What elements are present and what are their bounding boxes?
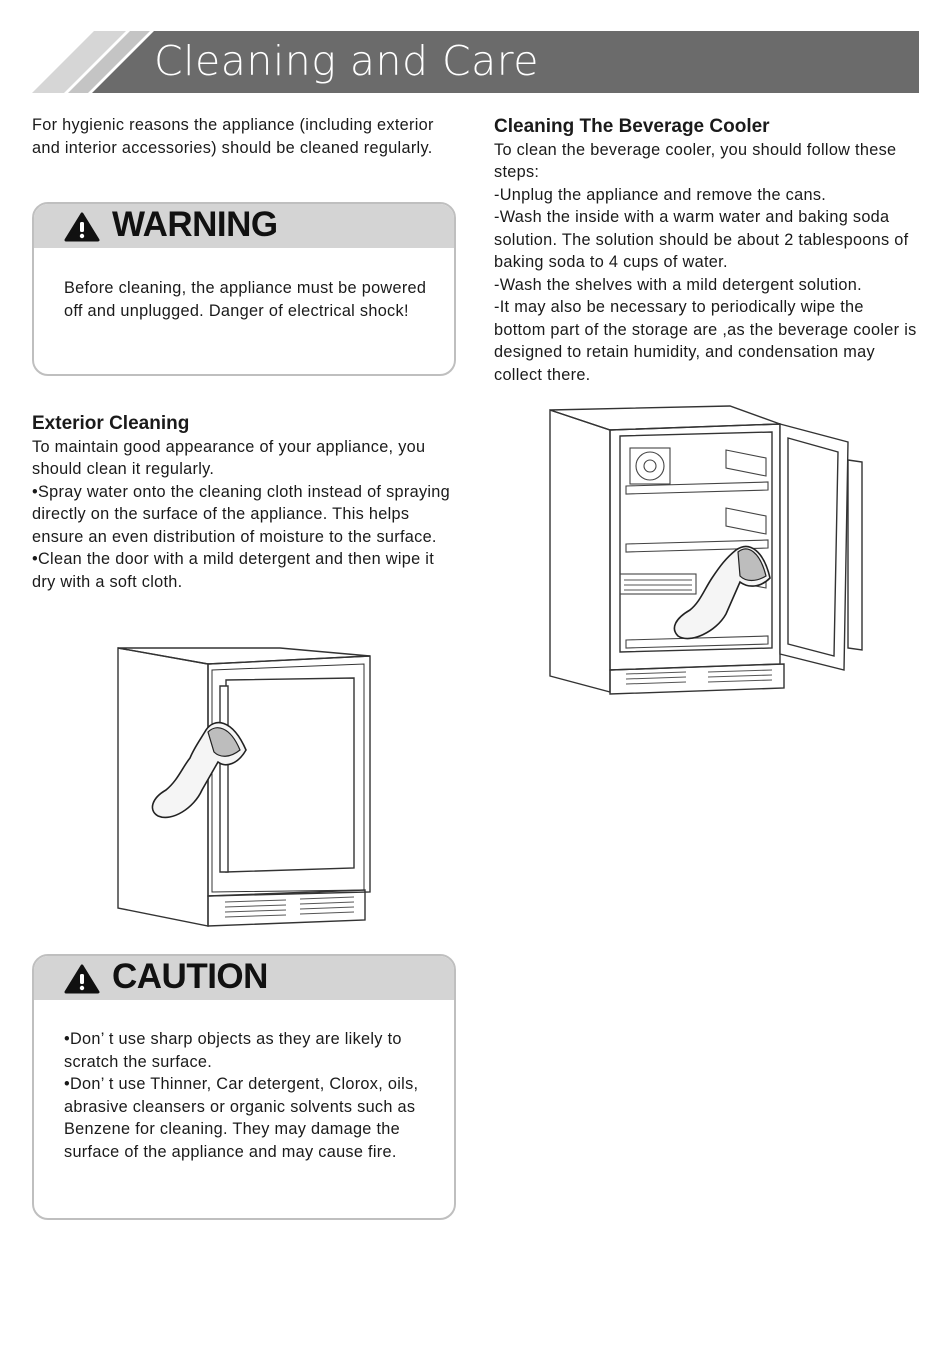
- exterior-line: •Clean the door with a mild detergent and then wipe it dry with a soft cloth.: [32, 550, 435, 591]
- cooler-line: -It may also be necessary to periodically wipe the bottom part of the storage are ,as the beverage cooler is designed to retain humidity, and condensation may collect there.: [494, 298, 917, 384]
- cooler-line: To clean the beverage cooler, you should follow these steps:: [494, 140, 897, 181]
- exterior-line: •Spray water onto the cleaning cloth instead of spraying directly on the surface of the appliance. This helps ensure an even distribution of moisture to the surface.: [32, 482, 451, 546]
- exterior-section: [32, 413, 456, 593]
- cooler-line: -Unplug the appliance and remove the cans.: [494, 185, 827, 204]
- cooler-section: [494, 116, 918, 386]
- caution-title: CAUTION: [112, 957, 268, 996]
- caution-line: •Don’ t use sharp objects as they are likely to scratch the surface.: [64, 1030, 402, 1071]
- fridge-exterior-illustration: [110, 640, 380, 932]
- caution-line: •Don’ t use Thinner, Car detergent, Clorox, oils, abrasive cleansers or organic solvents such as Benzene for cleaning. They may damage the surface of the appliance and may cause fire.: [64, 1075, 419, 1161]
- caution-box: [32, 954, 456, 1220]
- warning-text: Before cleaning, the appliance must be powered off and unplugged. Danger of electrical shock!: [64, 279, 427, 320]
- warning-title: WARNING: [112, 205, 278, 244]
- page-title: Cleaning and Care: [154, 37, 539, 85]
- caution-text: [64, 1028, 428, 1163]
- fridge-interior-illustration: [540, 402, 870, 698]
- warning-triangle-icon: [64, 964, 100, 994]
- exterior-line: To maintain good appearance of your appliance, you should clean it regularly.: [32, 437, 426, 478]
- exterior-heading: Exterior Cleaning: [32, 413, 190, 434]
- caution-header: [34, 956, 454, 1000]
- header-banner: [32, 31, 919, 93]
- cooler-line: -Wash the inside with a warm water and baking soda solution. The solution should be about 2 tablespoons of baking soda to 4 cups of water.: [494, 208, 909, 271]
- cooler-line: -Wash the shelves with a mild detergent solution.: [494, 275, 862, 294]
- warning-box: [32, 202, 456, 376]
- warning-triangle-icon: [64, 212, 100, 242]
- intro-text: For hygienic reasons the appliance (including exterior and interior accessories) should be cleaned regularly.: [32, 116, 434, 157]
- cooler-heading: Cleaning The Beverage Cooler: [494, 116, 770, 137]
- warning-header: [34, 204, 454, 248]
